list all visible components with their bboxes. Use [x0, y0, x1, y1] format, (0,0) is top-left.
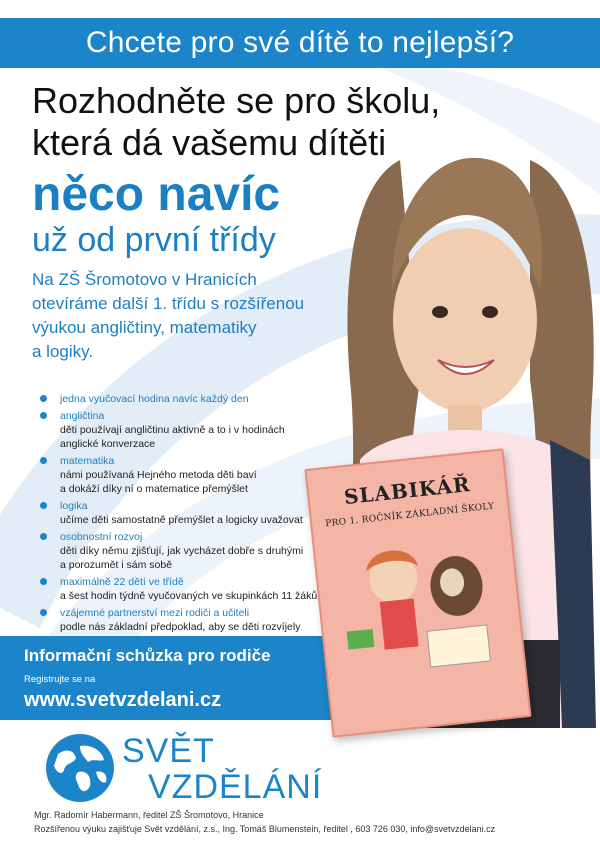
website-link[interactable]: www.svetvzdelani.cz: [24, 689, 222, 711]
footer-line-2: Rozšířenou výuku zajišťuje Svět vzdělání, z.s., Ing. Tomáš Blumenstein, ředitel , 603 726 030, info@svetvzdelani.cz: [34, 824, 496, 834]
feature-desc: děti díky němu zjišťují, jak vycházet dobře s druhými: [60, 545, 304, 557]
book-title: SLABIKÁŘ: [342, 471, 472, 510]
feature-title: matematika: [60, 455, 115, 467]
feature-desc: a dokáží díky ní o matematice přemýšlet: [60, 483, 248, 495]
feature-desc: námi používaná Hejného metoda děti baví: [60, 469, 257, 481]
feature-desc: učíme děti samostatně přemýšlet a logicky uvažovat: [60, 514, 303, 526]
subhead-text: už od první třídy: [32, 221, 276, 259]
slabikar-book: [304, 448, 531, 737]
logo-word-svet: SVĚT: [122, 732, 215, 770]
banner-text: Chcete pro své dítě to nejlepší?: [85, 26, 515, 59]
feature-item: [40, 454, 340, 496]
globe-icon: [44, 732, 116, 804]
feature-title: angličtina: [60, 410, 105, 422]
bullet-icon: [40, 457, 47, 464]
feature-desc: podle nás základní předpoklad, aby se děti rozvíjely: [60, 621, 301, 633]
book-subtitle: PRO 1. ROČNÍK ZÁKLADNÍ ŠKOLY: [324, 501, 495, 530]
intro-line-4: a logiky.: [32, 342, 94, 361]
feature-item: [40, 530, 340, 572]
feature-item: [40, 409, 340, 451]
book-illustration: [327, 519, 512, 686]
feature-title: jedna vyučovací hodina navíc každý den: [60, 393, 249, 405]
feature-item: [40, 499, 340, 527]
highlight-text: něco navíc: [32, 168, 281, 221]
bullet-icon: [40, 578, 47, 585]
headline: [32, 80, 440, 164]
svet-vzdelani-logo: [44, 732, 324, 804]
bullet-icon: [40, 533, 47, 540]
bullet-icon: [40, 502, 47, 509]
feature-desc: a šest hodin týdně vyučovaných ve skupinkách 11 žáků: [60, 590, 318, 602]
info-title: Informační schůzka pro rodiče: [24, 646, 271, 665]
info-panel: [0, 636, 335, 720]
feature-title: vzájemné partnerství mezi rodiči a učiteli: [60, 607, 250, 619]
feature-title: logika: [60, 500, 88, 512]
feature-item: [40, 606, 340, 634]
intro-line-3: výukou angličtiny, matematiky: [32, 318, 257, 337]
feature-list: [40, 392, 340, 637]
register-label: Registrujte se na: [24, 674, 96, 685]
top-banner: [0, 18, 600, 68]
intro-line-2: otevíráme další 1. třídu s rozšířenou: [32, 294, 305, 313]
footer-line-1: Mgr. Radomír Habermann, ředitel ZŠ Šromotovo, Hranice: [34, 810, 264, 820]
headline-line-1: Rozhodněte se pro školu,: [32, 80, 441, 121]
intro-paragraph: [32, 268, 362, 364]
feature-item: [40, 392, 340, 406]
bullet-icon: [40, 609, 47, 616]
footer: [34, 808, 495, 836]
bullet-icon: [40, 395, 47, 402]
feature-desc: a porozumět i sám sobě: [60, 559, 173, 571]
feature-desc: anglické konverzace: [60, 438, 156, 450]
feature-item: [40, 575, 340, 603]
headline-line-2: která dá vašemu dítěti: [32, 122, 387, 163]
bullet-icon: [40, 412, 47, 419]
intro-line-1: Na ZŠ Šromotovo v Hranicích: [32, 270, 257, 289]
book-cover: [304, 448, 531, 737]
feature-desc: děti používají angličtinu aktivně a to i v hodinách: [60, 424, 285, 436]
feature-title: maximálně 22 dětí ve třídě: [60, 576, 184, 588]
logo-word-vzdelani: VZDĚLÁNÍ: [148, 768, 323, 806]
feature-title: osobnostní rozvoj: [60, 531, 143, 543]
